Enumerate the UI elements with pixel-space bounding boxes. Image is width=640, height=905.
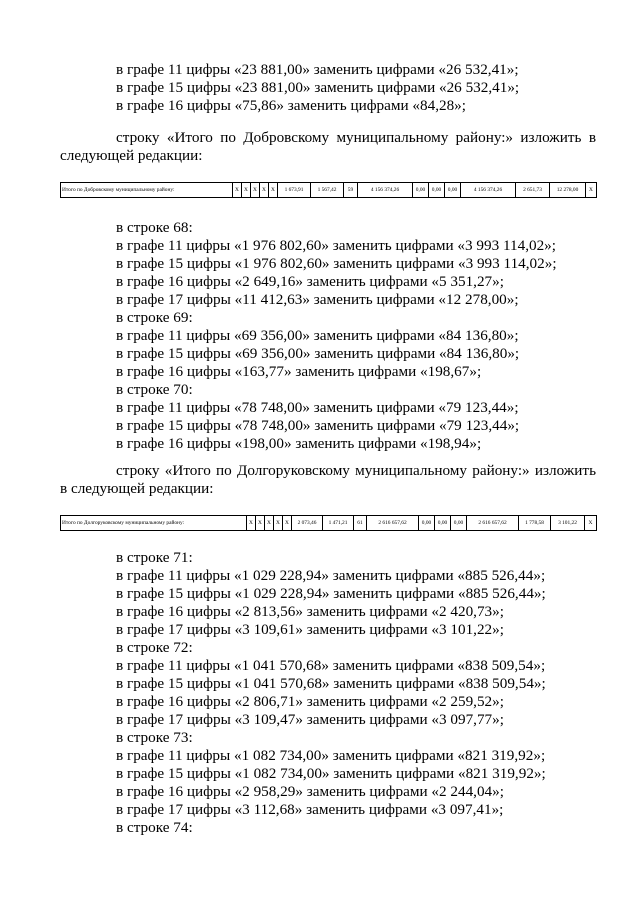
table-row	[61, 183, 597, 198]
total-row-table-dobrovsky	[60, 182, 597, 198]
paragraph-dolgorukovsky: строку «Итого по Долгоруковскому муниципальному району:» изложить в следующей редакции:	[60, 462, 596, 497]
table-row	[61, 516, 597, 531]
amendment-line: в графе 16 цифры «75,86» заменить цифрами «84,28»;	[116, 97, 466, 114]
amendment-line: в строке 71:	[116, 549, 193, 566]
amendment-line: в графе 16 цифры «2 806,71» заменить цифрами «2 259,52»;	[116, 693, 504, 710]
amendment-block-3	[60, 549, 596, 837]
total-row-table-dolgorukovsky	[60, 515, 597, 531]
table-cell: 4 156 374,26	[461, 183, 516, 198]
table-cell: X	[260, 183, 269, 198]
amendment-line: в графе 17 цифры «3 112,68» заменить цифрами «3 097,41»;	[116, 801, 504, 818]
amendment-line: в графе 11 цифры «1 976 802,60» заменить цифрами «3 993 114,02»;	[116, 237, 556, 254]
table-cell: X	[274, 516, 283, 531]
amendment-line: в графе 11 цифры «1 029 228,94» заменить цифрами «885 526,44»;	[116, 567, 546, 584]
table-cell: X	[269, 183, 278, 198]
amendment-line: в графе 17 цифры «11 412,63» заменить цифрами «12 278,00»;	[116, 291, 519, 308]
amendment-line: в графе 16 цифры «2 649,16» заменить цифрами «5 351,27»;	[116, 273, 504, 290]
amendment-line: в строке 74:	[116, 819, 193, 836]
table-cell: X	[265, 516, 274, 531]
amendment-line: в графе 15 цифры «1 082 734,00» заменить цифрами «821 319,92»;	[116, 765, 546, 782]
amendment-line: в строке 69:	[116, 309, 193, 326]
table-cell: 2 616 657,62	[467, 516, 519, 531]
amendment-line: в строке 72:	[116, 639, 193, 656]
table-cell: X	[283, 516, 292, 531]
amendment-line: в графе 15 цифры «69 356,00» заменить цифрами «84 136,80»;	[116, 345, 520, 362]
amendment-line: в графе 16 цифры «2 958,29» заменить цифрами «2 244,04»;	[116, 783, 504, 800]
table-cell: 0,00	[435, 516, 451, 531]
amendment-line: в графе 16 цифры «2 813,56» заменить цифрами «2 420,73»;	[116, 603, 504, 620]
table-cell: 59	[344, 183, 358, 198]
table-cell: 0,00	[451, 516, 467, 531]
amendment-block-1	[60, 61, 596, 115]
amendment-line: в графе 11 цифры «78 748,00» заменить цифрами «79 123,44»;	[116, 399, 519, 416]
table-cell: 0,00	[445, 183, 461, 198]
table-cell: X	[586, 183, 597, 198]
table-cell-name: Итого по Долгоруковскому муниципальному району:	[61, 516, 247, 531]
table-cell: 1 567,42	[311, 183, 344, 198]
table-cell: 2 616 657,62	[367, 516, 419, 531]
amendment-line: в графе 15 цифры «23 881,00» заменить цифрами «26 532,41»;	[116, 79, 520, 96]
paragraph-dobrovsky: строку «Итого по Добровскому муниципальному району:» изложить в следующей редакции:	[60, 129, 596, 164]
amendment-line: в графе 15 цифры «78 748,00» заменить цифрами «79 123,44»;	[116, 417, 520, 434]
table-cell: 2 651,73	[516, 183, 550, 198]
amendment-block-2	[60, 219, 596, 453]
table-cell: X	[256, 516, 265, 531]
amendment-line: в графе 11 цифры «69 356,00» заменить цифрами «84 136,80»;	[116, 327, 519, 344]
amendment-line: в графе 17 цифры «3 109,61» заменить цифрами «3 101,22»;	[116, 621, 504, 638]
amendment-line: в строке 70:	[116, 381, 193, 398]
table-cell: X	[585, 516, 597, 531]
table-cell: 0,00	[413, 183, 429, 198]
amendment-line: в графе 11 цифры «1 082 734,00» заменить цифрами «821 319,92»;	[116, 747, 546, 764]
table-cell: 4 156 374,26	[358, 183, 413, 198]
table-cell: 12 278,00	[550, 183, 586, 198]
table-cell: X	[251, 183, 260, 198]
table-cell: 1 778,58	[519, 516, 551, 531]
amendment-line: в строке 68:	[116, 219, 193, 236]
table-cell: X	[247, 516, 256, 531]
table-cell-name: Итого по Добровскому муниципальному району:	[61, 183, 233, 198]
amendment-line: в графе 15 цифры «1 976 802,60» заменить цифрами «3 993 114,02»;	[116, 255, 557, 272]
amendment-line: в графе 16 цифры «198,00» заменить цифрами «198,94»;	[116, 435, 482, 452]
amendment-line: в графе 15 цифры «1 029 228,94» заменить цифрами «885 526,44»;	[116, 585, 546, 602]
table-cell: 0,00	[429, 183, 445, 198]
amendment-line: в графе 17 цифры «3 109,47» заменить цифрами «3 097,77»;	[116, 711, 504, 728]
amendment-line: в графе 16 цифры «163,77» заменить цифрами «198,67»;	[116, 363, 482, 380]
table-cell: 1 471,21	[323, 516, 354, 531]
amendment-line: в графе 15 цифры «1 041 570,68» заменить цифрами «838 509,54»;	[116, 675, 546, 692]
table-cell: X	[233, 183, 242, 198]
table-cell: 0,00	[419, 516, 435, 531]
amendment-line: в графе 11 цифры «23 881,00» заменить цифрами «26 532,41»;	[116, 61, 519, 78]
table-cell: 2 073,46	[292, 516, 323, 531]
amendment-line: в строке 73:	[116, 729, 193, 746]
amendment-line: в графе 11 цифры «1 041 570,68» заменить цифрами «838 509,54»;	[116, 657, 546, 674]
table-cell: X	[242, 183, 251, 198]
table-cell: 3 101,22	[551, 516, 585, 531]
table-cell: 1 673,91	[278, 183, 311, 198]
table-cell: 61	[354, 516, 367, 531]
